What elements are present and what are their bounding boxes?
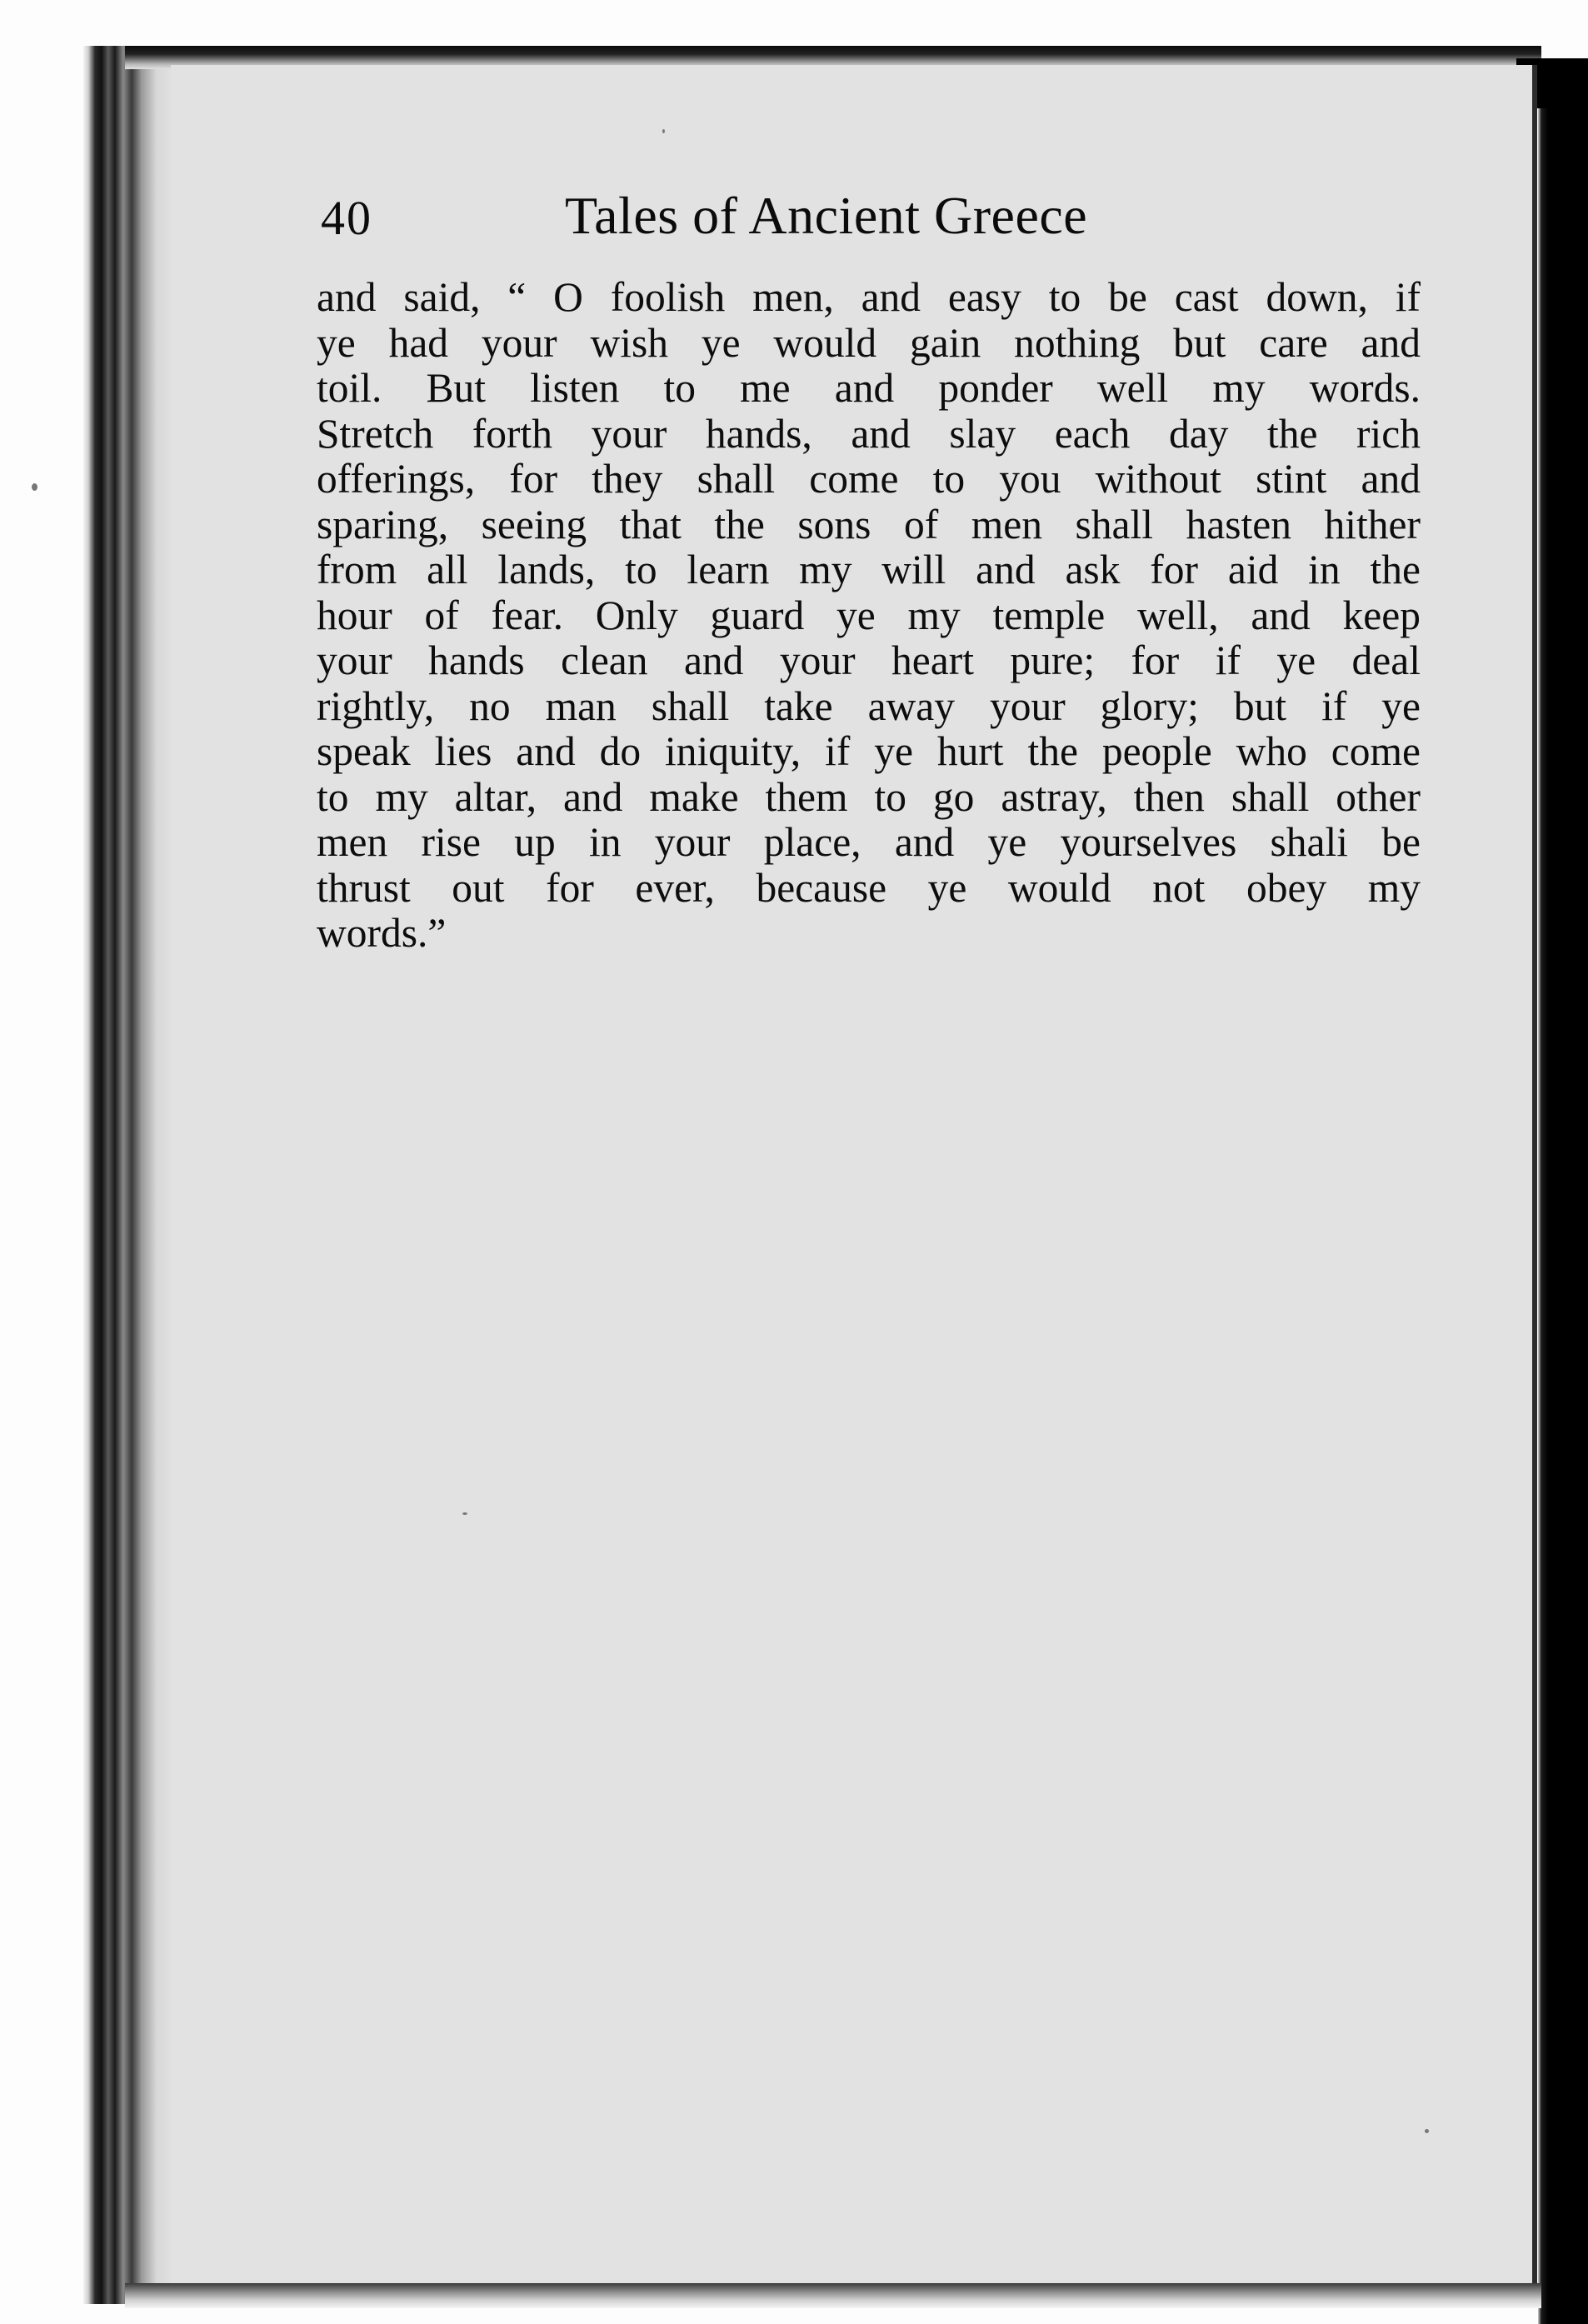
- text-line: your hands clean and your heart pure; for if ye deal: [317, 637, 1421, 683]
- text-line: words.”: [317, 910, 447, 956]
- dust-speck: [32, 483, 37, 491]
- dust-speck: [1425, 2129, 1429, 2133]
- text-line: men rise up in your place, and ye yourselves shali be: [317, 819, 1421, 865]
- running-title: Tales of Ancient Greece: [565, 186, 1088, 245]
- dust-speck: [462, 1512, 467, 1515]
- text-line: offerings, for they shall come to you without stint and: [317, 456, 1421, 502]
- dust-speck: [662, 129, 665, 133]
- text-line: toil. But listen to me and ponder well my words.: [317, 365, 1421, 411]
- text-line: from all lands, to learn my will and ask for aid in the: [317, 547, 1421, 592]
- text-line: ye had your wish ye would gain nothing but care and: [317, 319, 1421, 366]
- page-header: [321, 185, 1421, 252]
- text-line: hour of fear. Only guard ye my temple well, and keep: [317, 592, 1421, 638]
- text-line: to my altar, and make them to go astray, then shall other: [317, 773, 1421, 820]
- page-number: 40: [321, 191, 372, 245]
- body-paragraph: [317, 275, 1421, 957]
- text-line: speak lies and do iniquity, if ye hurt the people who come: [317, 728, 1421, 774]
- bottom-edge-shadow: [125, 2283, 1541, 2308]
- text-line: thrust out for ever, because ye would not obey my: [317, 864, 1421, 911]
- text-line: sparing, seeing that the sons of men shall hasten hither: [317, 501, 1421, 547]
- text-line: Stretch forth your hands, and slay each day the rich: [317, 410, 1421, 457]
- right-edge-shadow: [1538, 58, 1588, 2324]
- text-line: rightly, no man shall take away your glory; but if ye: [317, 682, 1421, 729]
- book-binding-edge: [83, 46, 175, 2304]
- text-line: and said, “ O foolish men, and easy to be cast down, if: [317, 274, 1421, 320]
